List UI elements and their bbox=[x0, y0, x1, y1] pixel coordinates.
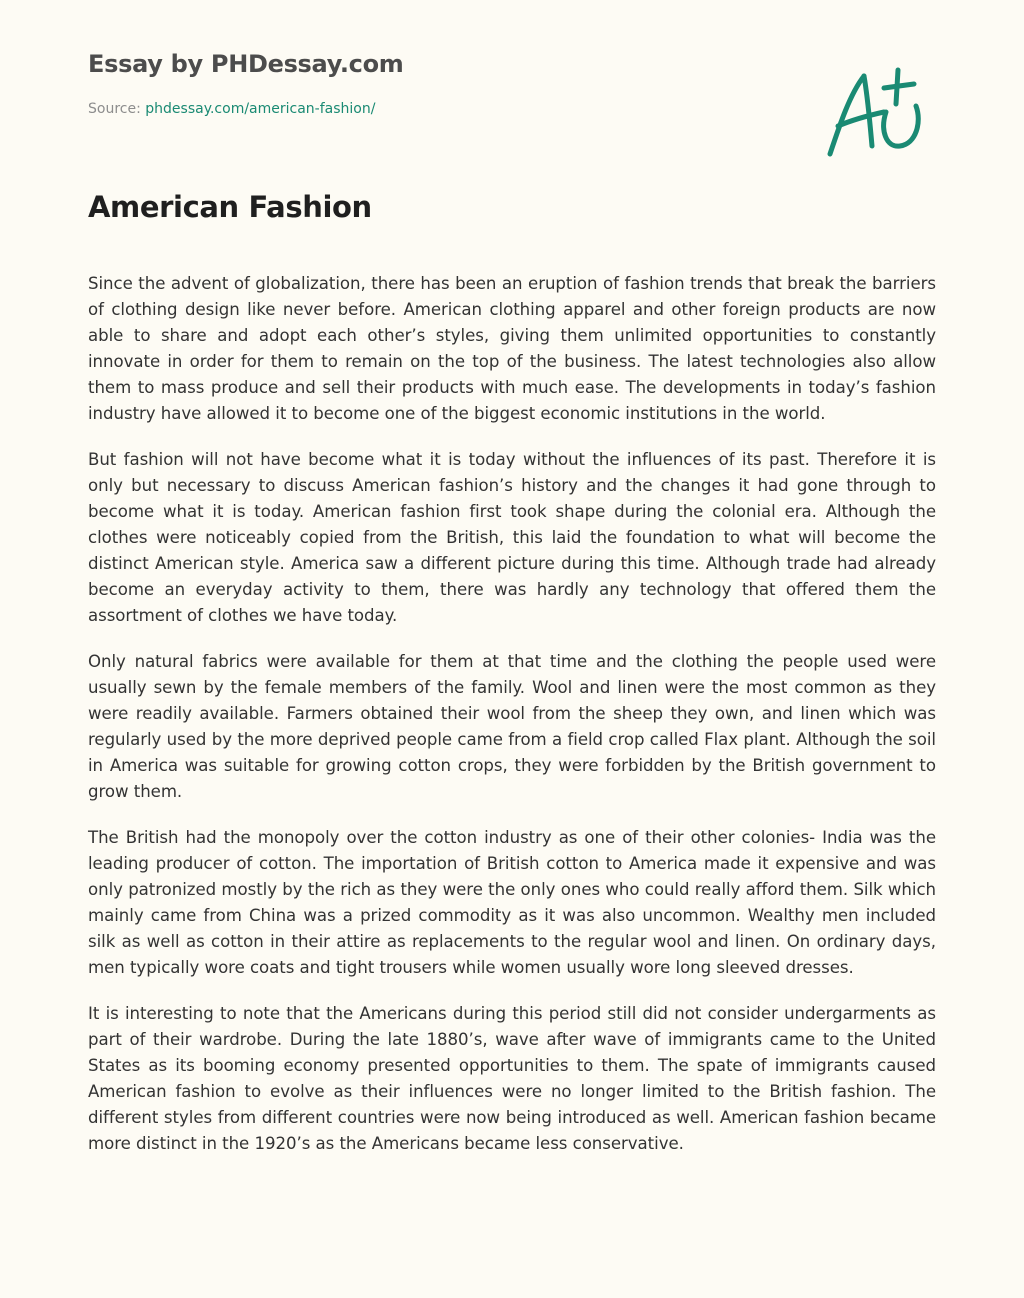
paragraph-5: It is interesting to note that the Americans during this period still did not consider undergarments as part of their wardrobe. During the late 1880’s, wave after wave of immigrants came to the United States as its booming economy presented opportunities to them. The spate of immigrants caused American fashion to evolve as their influences were no longer limited to the British fashion. The different styles from different countries were now being introduced as well. American fashion became more distinct in the 1920’s as the Americans became less conservative. bbox=[88, 1004, 936, 1153]
paragraph-1: Since the advent of globalization, there has been an eruption of fashion trends that break the barriers of clothing design like never before. American clothing apparel and other foreign products are now able to share and adopt each other’s styles, giving them unlimited opportunities to constantly innovate in order for them to remain on the top of the business. The latest technologies also allow them to mass produce and sell their products with much ease. The developments in today’s fashion industry have allowed it to become one of the biggest economic institutions in the world. bbox=[88, 274, 936, 423]
source-link[interactable]: phdessay.com/american-fashion/ bbox=[145, 101, 376, 117]
source-line bbox=[88, 101, 375, 117]
site-title: Essay by PHDessay.com bbox=[88, 50, 404, 78]
paragraph-3: Only natural fabrics were available for them at that time and the clothing the people used were usually sewn by the female members of the family. Wool and linen were the most common as they were readily available. Farmers obtained their wool from the sheep they own, and linen which was regularly used by the more deprived people came from a field crop called Flax plant. Although the soil in America was suitable for growing cotton crops, they were forbidden by the British government to grow them. bbox=[88, 652, 936, 801]
paragraph-2: But fashion will not have become what it is today without the influences of its past. Therefore it is only but necessary to discuss American fashion’s history and the changes it had gone through to become what it is today. American fashion first took shape during the colonial era. Although the clothes were noticeably copied from the British, this laid the foundation to what will become the distinct American style. America saw a different picture during this time. Although trade had already become an everyday activity to them, there was hardly any technology that offered them the assortment of clothes we have today. bbox=[88, 450, 936, 625]
source-label: Source: bbox=[88, 101, 146, 117]
paragraph-4: The British had the monopoly over the cotton industry as one of their other colonies- India was the leading producer of cotton. The importation of British cotton to America made it expensive and was only patronized mostly by the rich as they were the only ones who could really afford them. Silk which mainly came from China was a prized commodity as it was also uncommon. Wealthy men included silk as well as cotton in their attire as replacements to the regular wool and linen. On ordinary days, men typically wore coats and tight trousers while women usually wore long sleeved dresses. bbox=[88, 828, 936, 977]
document-title: American Fashion bbox=[88, 190, 372, 224]
essay-body bbox=[88, 271, 936, 1177]
a-plus-logo-icon bbox=[824, 64, 928, 160]
